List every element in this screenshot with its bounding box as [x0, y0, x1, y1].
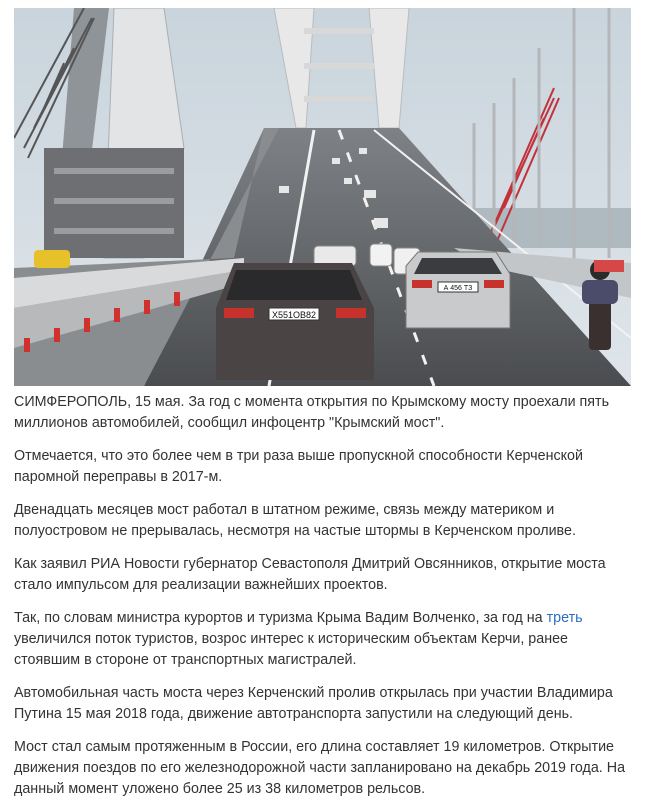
- svg-text:А 456 ТЗ: А 456 ТЗ: [443, 285, 473, 292]
- svg-text:X551ОВ82: X551ОВ82: [271, 310, 317, 320]
- article-paragraph: Мост стал самым протяженным в России, его длина составляет 19 километров. Открытие движения поездов по его железнодорожной части запланировано на декабрь 2019 года. На данный момент уложено более 25 из 38 километров рельсов.: [14, 739, 626, 797]
- article-link-tret[interactable]: треть: [546, 610, 583, 626]
- paragraph-text: увеличился поток туристов, возрос интерес к историческим объектам Керчи, ранее стоявшим в стороне от транспортных магистралей.: [14, 631, 569, 668]
- article-paragraph: Как заявил РИА Новости губернатор Севастополя Дмитрий Овсянников, открытие моста стало импульсом для реализации важнейших проектов.: [14, 556, 606, 593]
- article-paragraph: Отмечается, что это более чем в три раза выше пропускной способности Керченской паромной переправы в 2017-м.: [14, 448, 583, 485]
- article-paragraph: Двенадцать месяцев мост работал в штатном режиме, связь между материком и полуостровом не прерывалась, несмотря на частые штормы в Керченском проливе.: [14, 502, 576, 539]
- article-paragraph: Автомобильная часть моста через Керченский пролив открылась при участии Владимира Путина 15 мая 2018 года, движение автотранспорта запустили на следующий день.: [14, 685, 613, 722]
- article-paragraph-with-link: [14, 608, 636, 671]
- paragraph-text: Так, по словам министра курортов и туризма Крыма Вадим Волченко, за год на: [14, 610, 547, 626]
- bridge-photo: [14, 8, 631, 386]
- article-paragraph: СИМФЕРОПОЛЬ, 15 мая. За год с момента открытия по Крымскому мосту проехали пять миллионов автомобилей, сообщил инфоцентр "Крымский мост".: [14, 394, 610, 431]
- article-body: [14, 392, 636, 812]
